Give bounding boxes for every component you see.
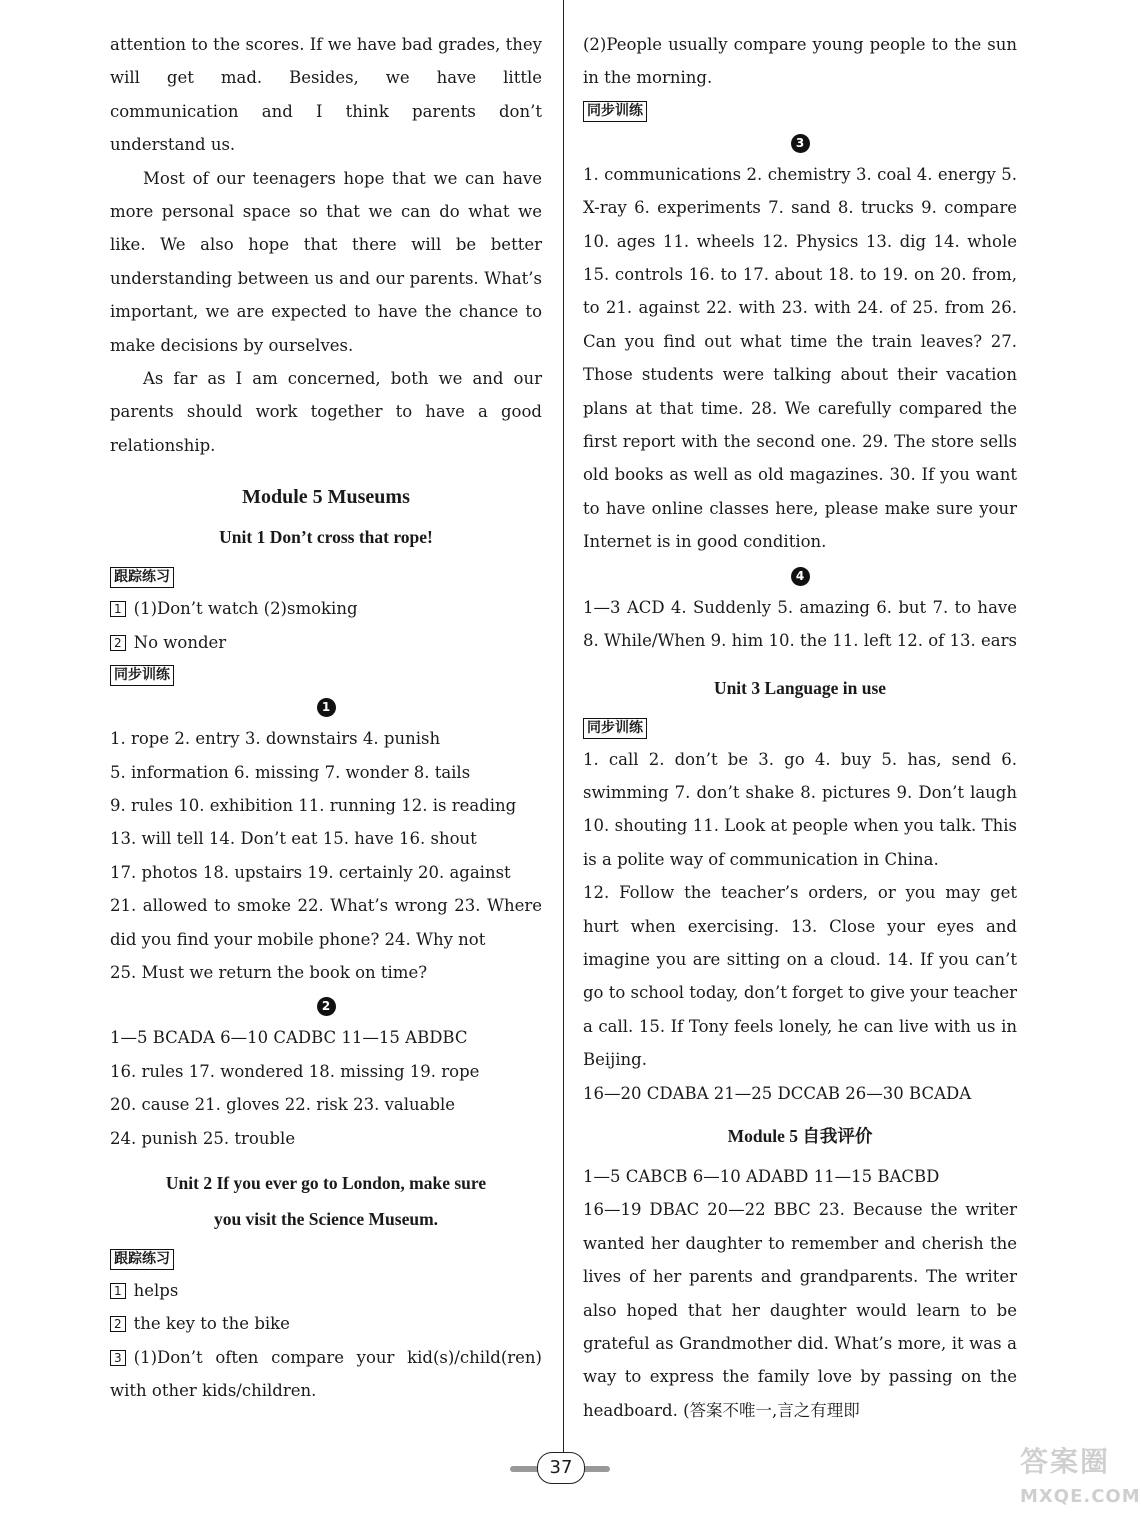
circled-number: 1 (317, 698, 336, 717)
section-marker-2 (110, 991, 542, 1019)
page-footer (510, 1448, 610, 1488)
section-marker-1 (110, 692, 542, 720)
answer-line: 9. rules 10. exhibition 11. running 12. is reading (110, 795, 517, 815)
unit2-follow-item-3 (110, 1341, 542, 1408)
module-title: Module 5 Museums (242, 486, 410, 509)
unit2-title-line2: you visit the Science Museum. (213, 1208, 439, 1229)
answer-line: 1. rope 2. entry 3. downstairs 4. punish (110, 729, 441, 749)
column-divider (563, 0, 564, 1458)
answer-line: 16. rules 17. wondered 18. missing 19. rope (110, 1061, 480, 1081)
answer-line: 21. allowed to smoke 22. What’s wrong 23. Where did you find your mobile phone? 24. Why not (110, 896, 542, 949)
item-text: helps (133, 1280, 179, 1300)
answer-block: 1—3 ACD 4. Suddenly 5. amazing 6. but 7. to have 8. While/When 9. him 10. the 11. left 12. of 13. ears (583, 597, 1017, 651)
watermark-logo (1020, 1440, 1141, 1532)
item-text: No wonder (133, 632, 227, 652)
answer-line: 24. punish 25. trouble (110, 1128, 296, 1148)
item-text: (1)Don’t often compare your kid(s)/child(ren) with other kids/children. (110, 1347, 542, 1401)
answer-line: 16—20 CDABA 21—25 DCCAB 26—30 BCADA (583, 1083, 972, 1103)
answer-line: 20. cause 21. gloves 22. risk 23. valuable (110, 1095, 456, 1115)
unit2-title (110, 1165, 542, 1237)
unit2-follow-item-2 (110, 1307, 542, 1340)
answer-line: 13. will tell 14. Don’t eat 15. have 16. shout (110, 829, 477, 849)
watermark-text: 答案圈 (1020, 1445, 1111, 1478)
essay-paragraph-3: As far as I am concerned, both we and our parents should work together to have a good relationship. (110, 369, 542, 455)
answer-line: 1—5 CABCB 6—10 ADABD 11—15 BACBD (583, 1166, 940, 1186)
section-marker-3 (583, 128, 1017, 156)
answer-block: 1. communications 2. chemistry 3. coal 4. energy 5. X-ray 6. experiments 7. sand 8. trucks 9. compare 10. ages 11. wheels 12. Physics 13. dig 14. whole 15. controls 16. to 17. about 18. to 19. on 20. from, to 21. against 22. with 23. with 24. of 25. from 26. Can you find out what time the train leaves? 27. Those students were talking about their vacation plans at that time. 28. We carefully compared the first report with the second one. 29. The store sells old books as well as old magazines. 30. If you want to have online classes here, please make sure your Internet is in good condition. (583, 164, 1017, 552)
circled-number: 4 (791, 567, 810, 586)
unit2-follow-item-1 (110, 1274, 542, 1307)
answer-block: 16—19 DBAC 20—22 BBC 23. Because the writer wanted her daughter to remember and cherish the lives of her parents and grandparents. The writer also hoped that her daughter would learn to be grateful as Grandmother did. What’s more, it was a way to express the family love by passing on the headboard. (答案不唯一,言之有理即 (583, 1200, 1017, 1420)
unit1-follow-item-2 (110, 626, 542, 659)
sync-training-tag: 同步训练 (583, 718, 647, 739)
unit1-title: Unit 1 Don’t cross that rope! (219, 527, 433, 548)
item-number-box: 2 (110, 635, 126, 651)
answer-block: 12. Follow the teacher’s orders, or you may get hurt when exercising. 13. Close your eyes and imagine you are sitting on a cloud. 14. If you can’t go to school today, don’t forget to give your teacher a call. 15. If Tony feels lonely, he can live with us in Beijing. (583, 883, 1017, 1070)
sync-training-tag: 同步训练 (583, 101, 647, 122)
essay-paragraph-2: Most of our teenagers hope that we can have more personal space so that we can do what we like. We also hope that there will be better understanding between us and our parents. What’s important, we are expected to have the chance to make decisions by ourselves. (110, 168, 542, 355)
item-number-box: 2 (110, 1316, 126, 1332)
circled-number: 2 (317, 997, 336, 1016)
follow-practice-tag: 跟踪练习 (110, 567, 174, 588)
item-number-box: 3 (110, 1350, 126, 1366)
answer-line: 1—5 BCADA 6—10 CADBC 11—15 ABDBC (110, 1028, 468, 1048)
answer-line: 25. Must we return the book on time? (110, 962, 428, 982)
left-column (110, 28, 542, 1408)
right-column (583, 28, 1017, 1427)
item-text: the key to the bike (133, 1314, 290, 1334)
page-number: 37 (537, 1452, 585, 1484)
answer-continuation: (2)People usually compare young people to the sun in the morning. (583, 35, 1017, 88)
item-number-box: 1 (110, 1283, 126, 1299)
module-review-title: Module 5 自我评价 (727, 1125, 873, 1146)
unit2-title-line1: Unit 2 If you ever go to London, make sure (165, 1172, 487, 1193)
answer-block: 1. call 2. don’t be 3. go 4. buy 5. has, send 6. swimming 7. don’t shake 8. pictures 9. Don’t laugh 10. shouting 11. Look at people when you talk. This is a polite way of communication in China. (583, 749, 1017, 869)
watermark-url: MXQE.COM (1020, 1486, 1141, 1507)
unit3-title: Unit 3 Language in use (713, 677, 887, 698)
item-text: (1)Don’t watch (2)smoking (133, 599, 358, 619)
answer-line: 5. information 6. missing 7. wonder 8. tails (110, 762, 471, 782)
answer-line: 17. photos 18. upstairs 19. certainly 20. against (110, 862, 511, 882)
follow-practice-tag: 跟踪练习 (110, 1249, 174, 1270)
sync-training-tag: 同步训练 (110, 665, 174, 686)
item-number-box: 1 (110, 601, 126, 617)
section-marker-4 (583, 561, 1017, 589)
essay-paragraph-1: attention to the scores. If we have bad grades, they will get mad. Besides, we have little communication and I think parents don’t understand us. (110, 35, 542, 155)
unit1-follow-item-1 (110, 592, 542, 625)
circled-number: 3 (791, 134, 810, 153)
